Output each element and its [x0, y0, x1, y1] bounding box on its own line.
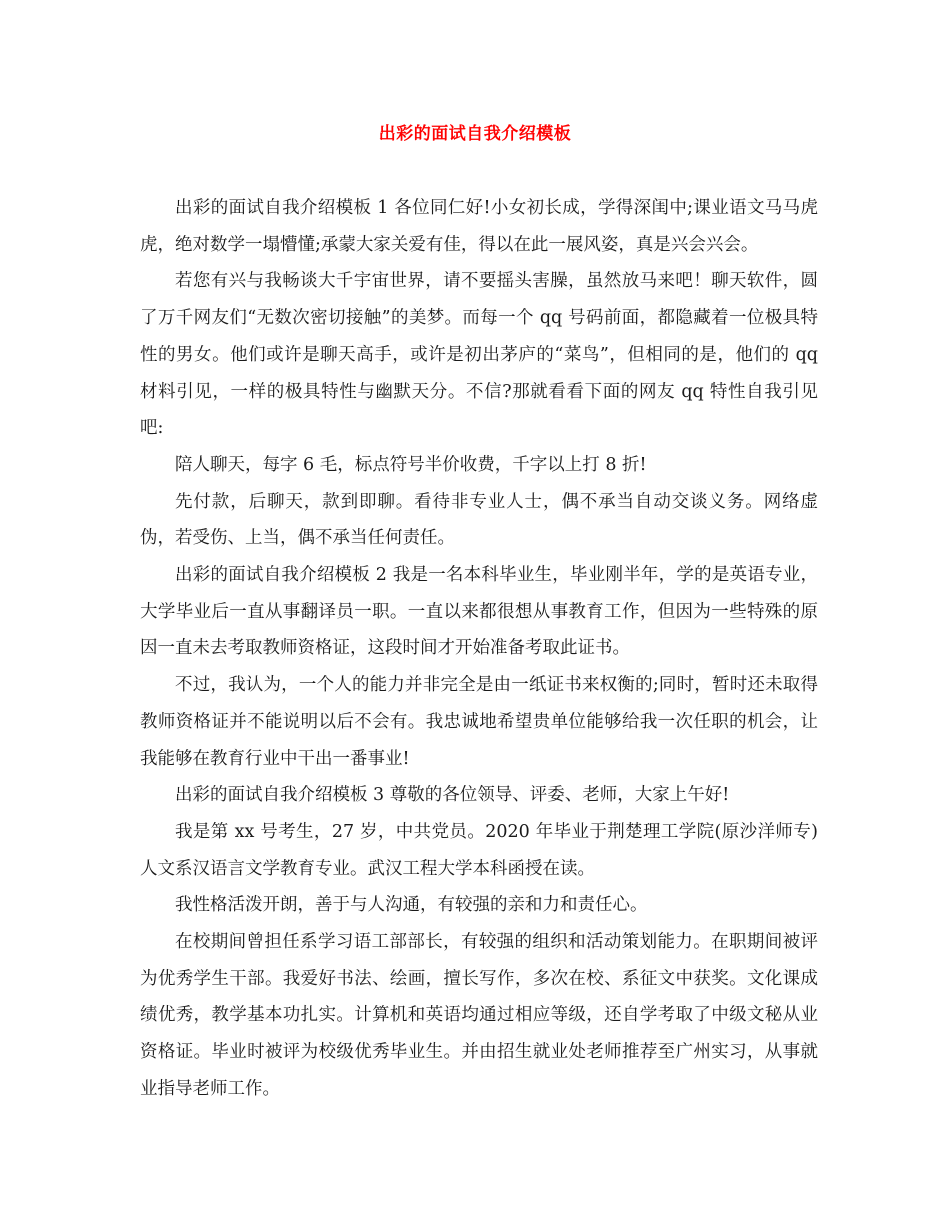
paragraph: 陪人聊天，每字 6 毛，标点符号半价收费，千字以上打 8 折! — [175, 454, 647, 475]
document-title: 出彩的面试自我介绍模板 — [378, 124, 572, 144]
paragraph: 先付款，后聊天，款到即聊。看待非专业人士，偶不承当自动交谈义务。网络虚伪，若受伤、上当，偶不承当任何责任。 — [140, 491, 818, 549]
paragraph: 若您有兴与我畅谈大千宇宙世界，请不要摇头害臊，虽然放马来吧！聊天软件，圆了万千网友们“无数次密切接触”的美梦。而每一个 qq 号码前面，都隐藏着一位极具特性的男女。他们或许是聊天高手，或许是初出茅庐的“菜鸟”，但相同的是，他们的 qq 材料引见，一样的极具特性与幽默天分。不信?那就看看下面的网友 qq 特性自我引见吧: — [140, 271, 818, 439]
paragraph: 我性格活泼开朗，善于与人沟通，有较强的亲和力和责任心。 — [175, 895, 648, 916]
document-body — [140, 190, 818, 1108]
paragraph: 出彩的面试自我介绍模板 3 尊敬的各位领导、评委、老师，大家上午好! — [175, 785, 730, 806]
paragraph: 不过，我认为，一个人的能力并非完全是由一纸证书来权衡的;同时，暂时还未取得教师资格证并不能说明以后不会有。我忠诚地希望贵单位能够给我一次任职的机会，让我能够在教育行业中干出一番事业! — [140, 675, 818, 769]
paragraph: 我是第 xx 号考生，27 岁，中共党员。2020 年毕业于荆楚理工学院(原沙洋师专)人文系汉语言文学教育专业。武汉工程大学本科函授在读。 — [140, 821, 818, 879]
paragraph: 出彩的面试自我介绍模板 2 我是一名本科毕业生，毕业刚半年，学的是英语专业，大学毕业后一直从事翻译员一职。一直以来都很想从事教育工作，但因为一些特殊的原因一直未去考取教师资格证，这段时间才开始准备考取此证书。 — [140, 565, 818, 659]
paragraph: 在校期间曾担任系学习语工部部长，有较强的组织和活动策划能力。在职期间被评为优秀学生干部。我爱好书法、绘画，擅长写作，多次在校、系征文中获奖。文化课成绩优秀，教学基本功扎实。计算机和英语均通过相应等级，还自学考取了中级文秘从业资格证。毕业时被评为校级优秀毕业生。并由招生就业处老师推荐至广州实习，从事就业指导老师工作。 — [140, 932, 818, 1099]
paragraph: 出彩的面试自我介绍模板 1 各位同仁好!小女初长成，学得深闺中;课业语文马马虎虎，绝对数学一塌懵懂;承蒙大家关爱有佳，得以在此一展风姿，真是兴会兴会。 — [140, 198, 818, 255]
